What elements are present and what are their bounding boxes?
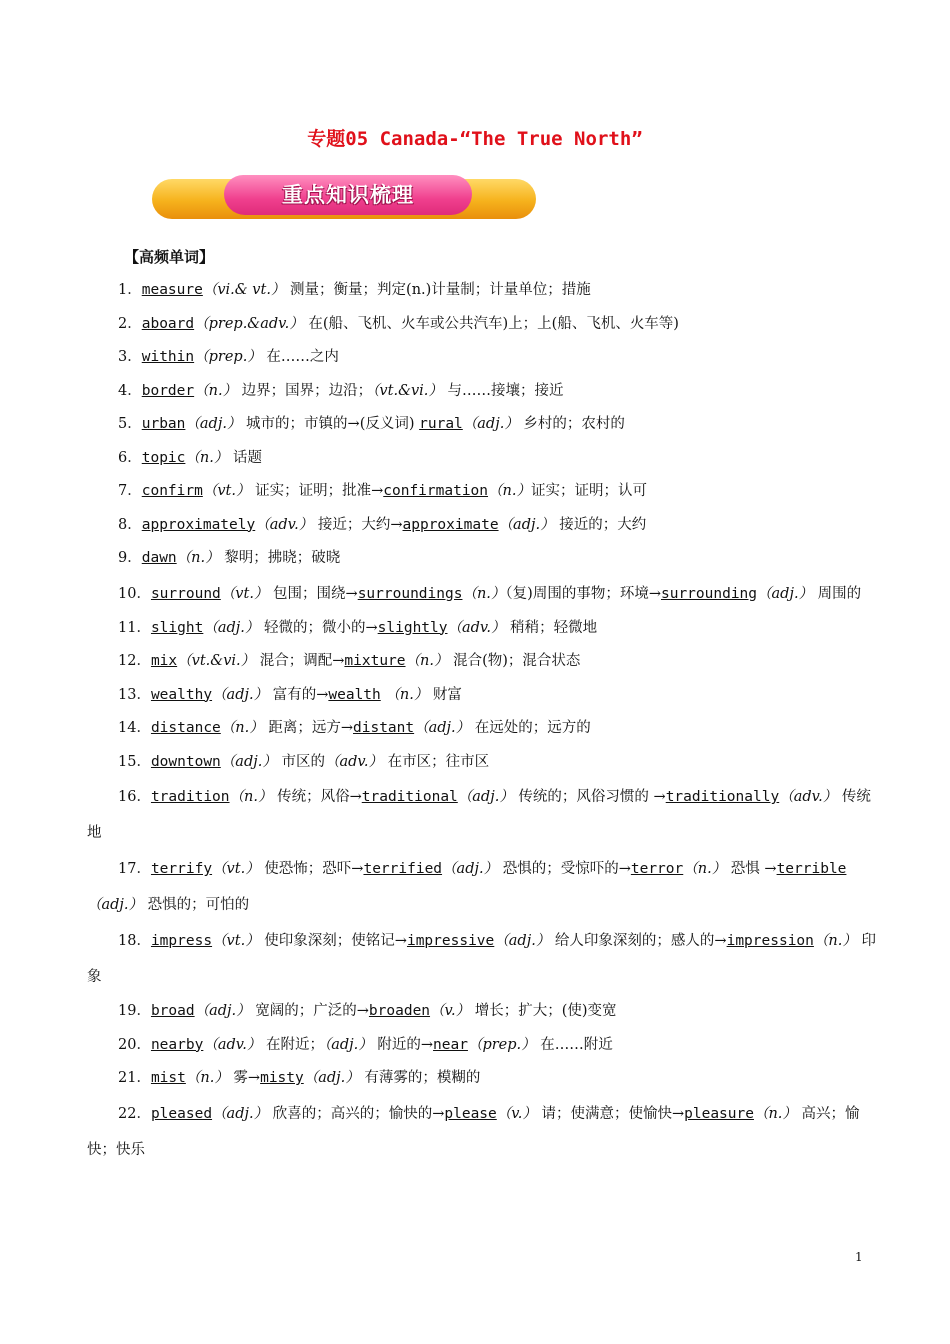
definition-text: 轻微的；微小的→ xyxy=(259,619,378,636)
vocab-item xyxy=(87,375,877,409)
definition-text: 混合；调配→ xyxy=(255,653,345,669)
definition-text: 富有的→ xyxy=(268,686,329,703)
part-of-speech: （n.） xyxy=(380,686,429,703)
vocab-word: pleased xyxy=(150,1105,213,1122)
part-of-speech: （adj.） xyxy=(457,789,514,805)
part-of-speech: （vt.） xyxy=(212,861,260,877)
vocab-word: within xyxy=(141,349,195,365)
definition-text: 使印象深刻；使铭记→ xyxy=(259,933,407,949)
part-of-speech: （n.） xyxy=(753,1105,797,1122)
vocab-word: dawn xyxy=(141,550,177,566)
part-of-speech: （adj.） xyxy=(87,897,144,913)
part-of-speech: （n.） xyxy=(229,789,273,805)
definition-text: 恐惧的；可怕的 xyxy=(143,897,250,913)
definition-text: 距离；远方→ xyxy=(263,720,354,736)
item-number: 5． xyxy=(118,416,142,432)
definition-text: 高兴；愉快；快乐 xyxy=(87,1105,860,1158)
vocab-word: measure xyxy=(141,282,203,298)
part-of-speech: （adv.） xyxy=(203,1036,262,1053)
vocab-word: terrify xyxy=(150,861,213,877)
section-banner xyxy=(152,175,536,221)
definition-text: 附近的→ xyxy=(372,1036,434,1053)
vocab-word: confirm xyxy=(141,483,203,499)
definition-text: 与……接壤；接近 xyxy=(442,382,564,399)
definition-text: 雾→ xyxy=(228,1070,261,1086)
item-number: 15． xyxy=(118,753,151,770)
vocab-word: distant xyxy=(353,720,415,736)
vocab-word: approximately xyxy=(141,516,256,533)
vocab-word: surround xyxy=(150,585,221,602)
definition-text: 乡村的；农村的 xyxy=(518,416,625,432)
definition-text: 城市的；市镇的→(反义词) xyxy=(241,416,420,432)
vocab-word: topic xyxy=(141,449,186,466)
vocab-word: approximate xyxy=(402,516,499,533)
part-of-speech: （n.） xyxy=(405,653,449,669)
part-of-speech: （adj.） xyxy=(212,686,269,703)
part-of-speech: （vt.&vi.） xyxy=(372,382,443,399)
item-number: 1． xyxy=(118,282,142,298)
part-of-speech: （adj.） xyxy=(220,753,277,770)
part-of-speech: （adj.） xyxy=(498,516,555,533)
definition-text: （复)周围的事物；环境→ xyxy=(505,585,661,602)
part-of-speech: （vt.） xyxy=(212,933,260,949)
item-number: 10． xyxy=(118,585,151,602)
definition-text: 证实；证明；批准→ xyxy=(250,483,384,499)
definition-text: 传统；风俗→ xyxy=(272,789,362,805)
definition-text: 接近的；大约 xyxy=(554,516,647,533)
item-number: 20． xyxy=(118,1036,151,1053)
vocab-word: impressive xyxy=(406,933,495,949)
part-of-speech: （adv.） xyxy=(447,619,506,636)
vocab-word: impress xyxy=(150,933,213,949)
item-number: 3． xyxy=(118,349,142,365)
definition-text: 恐惧 → xyxy=(726,861,777,877)
vocab-word: traditional xyxy=(361,789,458,805)
vocab-word: terrible xyxy=(776,861,847,877)
vocab-item xyxy=(87,645,877,679)
vocab-item xyxy=(87,341,877,375)
vocab-word: terror xyxy=(630,861,684,877)
item-number: 22． xyxy=(118,1105,151,1122)
definition-text: 欣喜的；高兴的；愉快的→ xyxy=(268,1105,445,1122)
definition-text: 传统的；风俗习惯的 → xyxy=(513,789,666,805)
part-of-speech: （n.） xyxy=(813,933,857,949)
vocab-word: rural xyxy=(419,416,463,432)
part-of-speech: （vt.&vi.） xyxy=(177,653,256,669)
vocab-word: traditionally xyxy=(665,789,780,805)
vocab-word: mist xyxy=(150,1070,186,1086)
part-of-speech: （adj.） xyxy=(212,1105,269,1122)
definition-text: 包围；围绕→ xyxy=(268,585,358,602)
vocab-item xyxy=(87,923,877,995)
vocab-word: tradition xyxy=(150,789,230,805)
part-of-speech: （adj.） xyxy=(757,585,814,602)
definition-text: 使恐怖；恐吓→ xyxy=(259,861,364,877)
vocab-item xyxy=(87,442,877,476)
part-of-speech: （v.） xyxy=(430,1003,471,1019)
definition-text: 市区的 xyxy=(276,753,325,770)
page-number: 1 xyxy=(855,1250,863,1264)
definition-text: 稍稍；轻微地 xyxy=(505,619,598,636)
part-of-speech: （adj.） xyxy=(194,1003,251,1019)
definition-text: 在远处的；远方的 xyxy=(470,720,591,736)
vocab-item xyxy=(87,1062,877,1096)
vocab-item xyxy=(87,851,877,923)
section-heading: 【高频单词】 xyxy=(124,248,215,266)
part-of-speech: （prep.&adv.） xyxy=(194,315,304,332)
definition-text: 恐惧的；受惊吓的→ xyxy=(498,861,631,877)
part-of-speech: （n.） xyxy=(683,861,727,877)
item-number: 2． xyxy=(118,315,142,332)
part-of-speech: （vt.） xyxy=(220,585,269,602)
item-number: 4． xyxy=(118,382,142,399)
item-number: 6． xyxy=(118,449,142,466)
item-number: 17． xyxy=(118,861,151,877)
item-number: 8． xyxy=(118,516,142,533)
item-number: 9． xyxy=(118,550,142,566)
definition-text: 给人印象深刻的；感人的→ xyxy=(550,933,727,949)
part-of-speech: （adj.） xyxy=(442,861,499,877)
part-of-speech: （n.） xyxy=(176,550,220,566)
definition-text: 请；使满意；使愉快→ xyxy=(536,1105,685,1122)
vocab-item xyxy=(87,1029,877,1063)
definition-text: 在(船、飞机、火车或公共汽车)上；上(船、飞机、火车等) xyxy=(303,315,679,332)
vocab-item xyxy=(87,542,877,576)
part-of-speech: （prep.） xyxy=(194,349,262,365)
part-of-speech: （n.） xyxy=(220,720,264,736)
vocab-word: terrified xyxy=(363,861,443,877)
vocab-word: wealth xyxy=(328,686,381,703)
vocab-item xyxy=(87,274,877,308)
page-title: 专题05 Canada-“The True North” xyxy=(307,128,643,150)
vocab-word: aboard xyxy=(141,315,195,332)
definition-text: 在市区；往市区 xyxy=(382,753,490,770)
part-of-speech: （adv.） xyxy=(324,753,383,770)
vocab-word: nearby xyxy=(150,1036,204,1053)
definition-text: 周围的 xyxy=(813,585,862,602)
part-of-speech: （vi.& vt.） xyxy=(202,282,286,298)
part-of-speech: （adj.） xyxy=(185,416,242,432)
definition-text: 财富 xyxy=(428,686,462,703)
definition-text: 增长；扩大；(使)变宽 xyxy=(470,1003,617,1019)
vocab-item xyxy=(87,308,877,342)
vocab-word: surroundings xyxy=(357,585,463,602)
definition-text: 有薄雾的；模糊的 xyxy=(359,1070,481,1086)
definition-text: 证实；证明；认可 xyxy=(530,483,647,499)
part-of-speech: （n.） xyxy=(194,382,238,399)
vocab-item xyxy=(87,612,877,646)
definition-text: 宽阔的；广泛的→ xyxy=(250,1003,369,1019)
vocab-item xyxy=(87,779,877,851)
vocab-word: mix xyxy=(150,653,178,669)
item-number: 21． xyxy=(118,1070,151,1086)
item-number: 16． xyxy=(118,789,151,805)
part-of-speech: （adj.） xyxy=(462,416,519,432)
definition-text: 混合(物)；混合状态 xyxy=(448,653,581,669)
definition-text: 在……之内 xyxy=(261,349,339,365)
vocab-word: misty xyxy=(260,1070,304,1086)
part-of-speech: （vt.） xyxy=(202,483,251,499)
definition-text: 传统地 xyxy=(87,789,871,841)
vocab-item xyxy=(87,746,877,780)
vocab-word: border xyxy=(141,382,195,399)
vocab-word: downtown xyxy=(150,753,221,770)
definition-text: 在附近； xyxy=(261,1036,324,1053)
item-number: 12． xyxy=(118,653,151,669)
part-of-speech: （adv.） xyxy=(255,516,314,533)
part-of-speech: （adj.） xyxy=(414,720,471,736)
definition-text: 黎明；拂晓；破晓 xyxy=(219,550,341,566)
part-of-speech: （prep.） xyxy=(467,1036,536,1053)
definition-text: 边界；国界；边沿； xyxy=(237,382,373,399)
definition-text: 接近；大约→ xyxy=(313,516,403,533)
part-of-speech: （adj.） xyxy=(494,933,551,949)
part-of-speech: （n.） xyxy=(462,585,506,602)
part-of-speech: （adj.） xyxy=(303,1070,360,1086)
vocab-list xyxy=(87,274,877,1168)
vocab-word: urban xyxy=(141,416,186,432)
vocab-item xyxy=(87,1096,877,1168)
vocab-word: confirmation xyxy=(383,483,489,499)
vocab-item xyxy=(87,712,877,746)
vocab-word: pleasure xyxy=(684,1105,754,1122)
vocab-word: wealthy xyxy=(150,686,213,703)
part-of-speech: （adj.） xyxy=(203,619,260,636)
item-number: 11． xyxy=(118,619,151,636)
item-number: 13． xyxy=(118,686,151,703)
vocab-word: broaden xyxy=(368,1003,431,1019)
vocab-word: slightly xyxy=(377,619,448,636)
vocab-word: broad xyxy=(150,1003,195,1019)
part-of-speech: （n.） xyxy=(488,483,531,499)
part-of-speech: （v.） xyxy=(496,1105,537,1122)
item-number: 7． xyxy=(118,483,142,499)
part-of-speech: （n.） xyxy=(185,449,229,466)
part-of-speech: （adj.） xyxy=(323,1036,373,1053)
definition-text: 话题 xyxy=(228,449,262,466)
vocab-word: near xyxy=(433,1036,468,1053)
vocab-item xyxy=(87,408,877,442)
banner-label: 重点知识梳理 xyxy=(282,183,414,207)
vocab-item xyxy=(87,509,877,543)
vocab-word: please xyxy=(444,1105,497,1122)
definition-text: 在……附近 xyxy=(535,1036,613,1053)
definition-text: 印象 xyxy=(87,933,876,985)
vocab-item xyxy=(87,679,877,713)
vocab-word: distance xyxy=(150,720,221,736)
item-number: 19． xyxy=(118,1003,151,1019)
item-number: 18． xyxy=(118,933,151,949)
part-of-speech: （adv.） xyxy=(779,789,838,805)
definition-text: 测量；衡量；判定(n.)计量制；计量单位；措施 xyxy=(285,282,591,298)
vocab-item xyxy=(87,475,877,509)
vocab-word: slight xyxy=(150,619,204,636)
vocab-item xyxy=(87,995,877,1029)
vocab-word: surrounding xyxy=(660,585,758,602)
part-of-speech: （n.） xyxy=(185,1070,229,1086)
vocab-item xyxy=(87,576,877,612)
vocab-word: impression xyxy=(726,933,814,949)
vocab-word: mixture xyxy=(344,653,406,669)
item-number: 14． xyxy=(118,720,151,736)
